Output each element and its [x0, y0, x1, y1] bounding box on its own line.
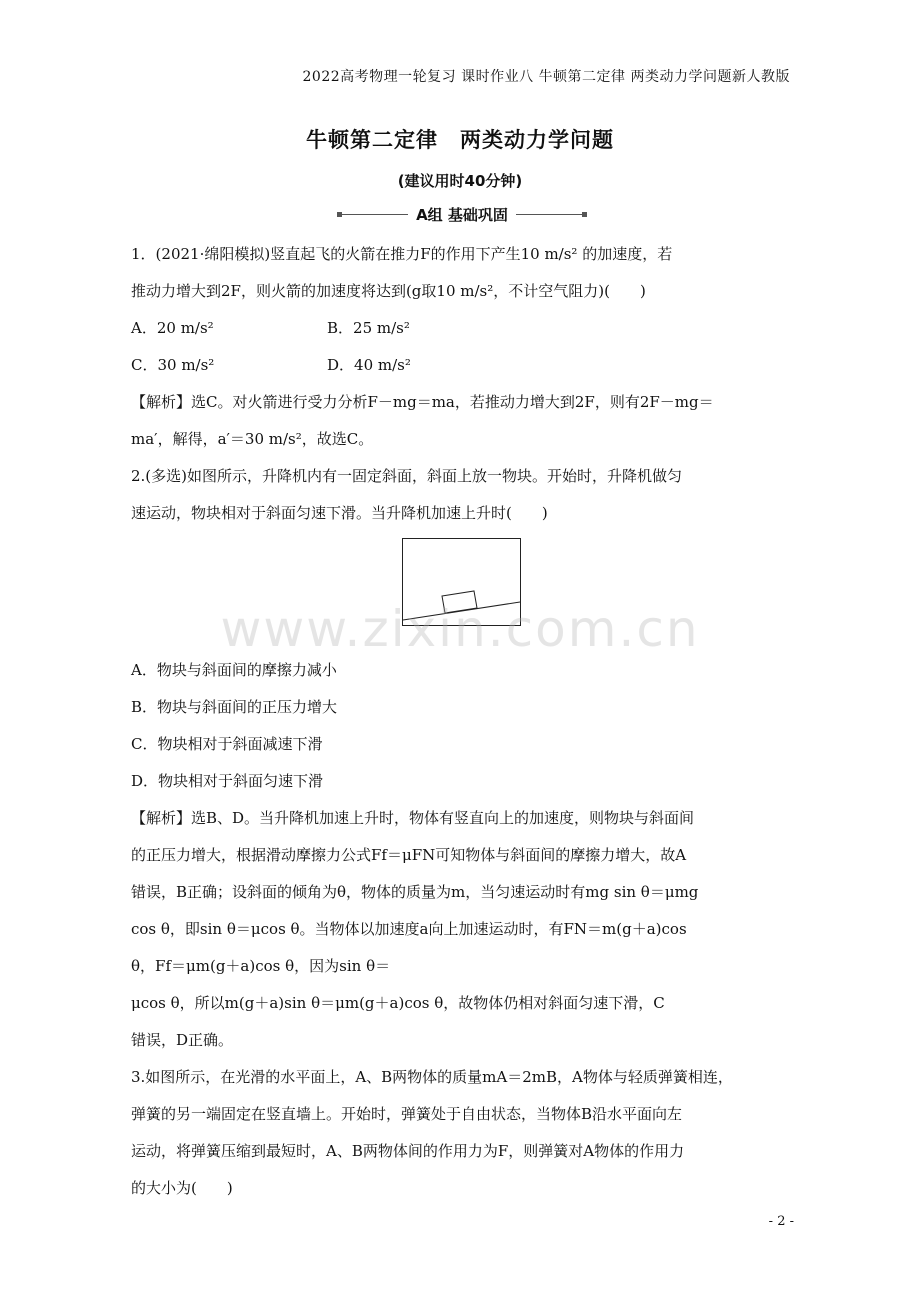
q2-option-b: B．物块与斜面间的正压力增大	[131, 698, 338, 716]
page-title: 牛顿第二定律 两类动力学问题	[306, 128, 614, 152]
q3-stem-line-4: 的大小为( )	[131, 1179, 233, 1197]
page-number: - 2 -	[768, 1214, 794, 1229]
q2-option-d: D．物块相对于斜面匀速下滑	[131, 772, 324, 790]
document-body	[131, 236, 791, 1207]
q1-option-b: B．25 m/s²	[327, 319, 410, 337]
q1-options-row-2	[131, 347, 791, 384]
q2-stem-line-1: 2.(多选)如图所示，升降机内有一固定斜面，斜面上放一物块。开始时，升降机做匀	[131, 467, 683, 485]
q1-option-d: D．40 m/s²	[327, 356, 411, 374]
elevator-box	[403, 539, 521, 626]
watermark: www.zixin.com.cn	[220, 600, 700, 658]
q2-stem-line-2: 速运动，物块相对于斜面匀速下滑。当升降机加速上升时( )	[131, 504, 548, 522]
q2-analysis-line-2: 的正压力增大，根据滑动摩擦力公式Ff＝μFN可知物体与斜面间的摩擦力增大，故A	[131, 846, 687, 864]
suggested-time: (建议用时40分钟)	[397, 172, 523, 190]
q3-stem-line-2: 弹簧的另一端固定在竖直墙上。开始时，弹簧处于自由状态，当物体B沿水平面向左	[131, 1105, 683, 1123]
q1-options-row-1	[131, 310, 791, 347]
q2-analysis-line-3: 错误，B正确；设斜面的倾角为θ，物体的质量为m，当匀速运动时有mg sin θ＝μmg	[131, 883, 699, 901]
q1-analysis-line-2: ma′，解得，a′＝30 m/s²，故选C。	[131, 430, 374, 448]
q1-option-a: A．20 m/s²	[131, 319, 214, 337]
q2-option-c: C．物块相对于斜面减速下滑	[131, 735, 323, 753]
q1-stem-line-2: 推动力增大到2F，则火箭的加速度将达到(g取10 m/s²，不计空气阻力)( )	[131, 282, 646, 300]
q2-option-a: A．物块与斜面间的摩擦力减小	[131, 661, 337, 679]
heading-rule-right	[516, 214, 587, 215]
q2-analysis-line-1: 【解析】选B、D。当升降机加速上升时，物体有竖直向上的加速度，则物块与斜面间	[131, 809, 695, 827]
group-heading-label: A组 基础巩固	[416, 205, 508, 224]
q1-stem-line-1: 1．(2021·绵阳模拟)竖直起飞的火箭在推力F的作用下产生10 m/s² 的加速度，若	[131, 245, 673, 263]
running-header: 2022高考物理一轮复习 课时作业八 牛顿第二定律 两类动力学问题新人教版	[302, 69, 790, 85]
q1-option-c: C．30 m/s²	[131, 356, 215, 374]
q2-analysis-line-5: θ，Ff＝μm(g＋a)cos θ，因为sin θ＝	[131, 957, 391, 975]
group-heading	[337, 203, 587, 225]
q2-analysis-line-7: 错误，D正确。	[131, 1031, 234, 1049]
q2-analysis-line-6: μcos θ，所以m(g＋a)sin θ＝μm(g＋a)cos θ，故物体仍相对斜面匀速下滑，C	[131, 994, 665, 1012]
q3-stem-line-1: 3.如图所示，在光滑的水平面上，A、B两物体的质量mA＝2mB，A物体与轻质弹簧相连，	[131, 1068, 733, 1086]
q3-stem-line-3: 运动，将弹簧压缩到最短时，A、B两物体间的作用力为F，则弹簧对A物体的作用力	[131, 1142, 685, 1160]
elevator-incline-figure	[131, 538, 791, 648]
elevator-diagram	[402, 538, 522, 626]
q1-analysis-line-1: 【解析】选C。对火箭进行受力分析F－mg＝ma，若推动力增大到2F，则有2F－mg＝	[131, 393, 714, 411]
heading-rule-left	[337, 214, 408, 215]
q2-analysis-line-4: cos θ，即sin θ＝μcos θ。当物体以加速度a向上加速运动时，有FN＝m(g＋a)cos	[131, 920, 687, 938]
